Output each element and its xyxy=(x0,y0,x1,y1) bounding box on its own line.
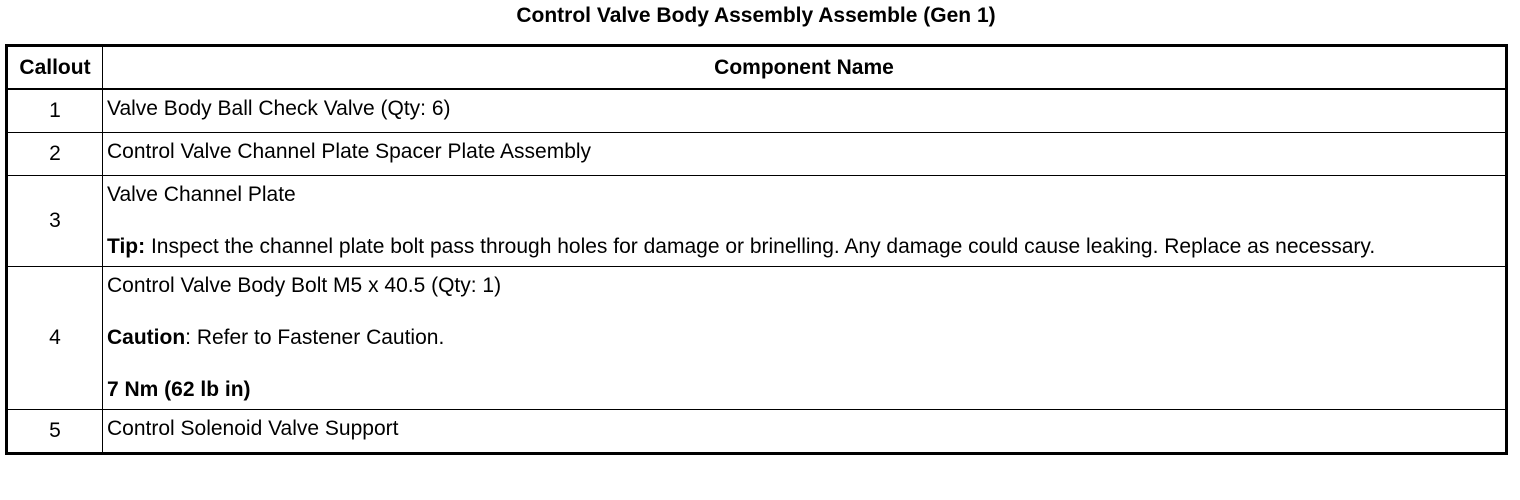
tip-text: Inspect the channel plate bolt pass through holes for damage or brinelling. Any damage could cause leaking. Replace as necessary. xyxy=(145,235,1376,258)
callout-cell: 2 xyxy=(7,133,103,176)
component-name: Control Solenoid Valve Support xyxy=(107,417,399,440)
callout-cell: 3 xyxy=(7,176,103,267)
component-name-cell xyxy=(103,133,1507,176)
component-name-column-header: Component Name xyxy=(103,46,1507,90)
component-name: Control Valve Channel Plate Spacer Plate Assembly xyxy=(107,140,592,163)
document-title: Control Valve Body Assembly Assemble (Gen 1) xyxy=(516,4,996,27)
callout-column-header: Callout xyxy=(7,46,103,90)
component-name-cell xyxy=(103,89,1507,133)
callout-cell: 5 xyxy=(7,410,103,454)
table-row xyxy=(7,176,1507,267)
table-row xyxy=(7,133,1507,176)
component-name: Control Valve Body Bolt M5 x 40.5 (Qty: 1) xyxy=(107,274,502,297)
caution-text: : Refer to Fastener Caution. xyxy=(185,326,445,349)
component-name-cell xyxy=(103,267,1507,410)
caution-label: Caution xyxy=(107,326,186,349)
callout-cell: 4 xyxy=(7,267,103,410)
caution-note xyxy=(107,325,1501,351)
torque-spec: 7 Nm (62 lb in) xyxy=(107,378,251,401)
component-name: Valve Channel Plate xyxy=(107,183,296,206)
table-row xyxy=(7,89,1507,133)
tip-label: Tip: xyxy=(107,235,146,258)
table-row xyxy=(7,410,1507,454)
component-table xyxy=(5,44,1508,455)
table-row xyxy=(7,267,1507,410)
tip-note xyxy=(107,234,1501,260)
callout-cell: 1 xyxy=(7,89,103,133)
component-name-cell xyxy=(103,410,1507,454)
component-name: Valve Body Ball Check Valve (Qty: 6) xyxy=(107,97,451,120)
component-name-cell xyxy=(103,176,1507,267)
table-header-row xyxy=(7,46,1507,90)
